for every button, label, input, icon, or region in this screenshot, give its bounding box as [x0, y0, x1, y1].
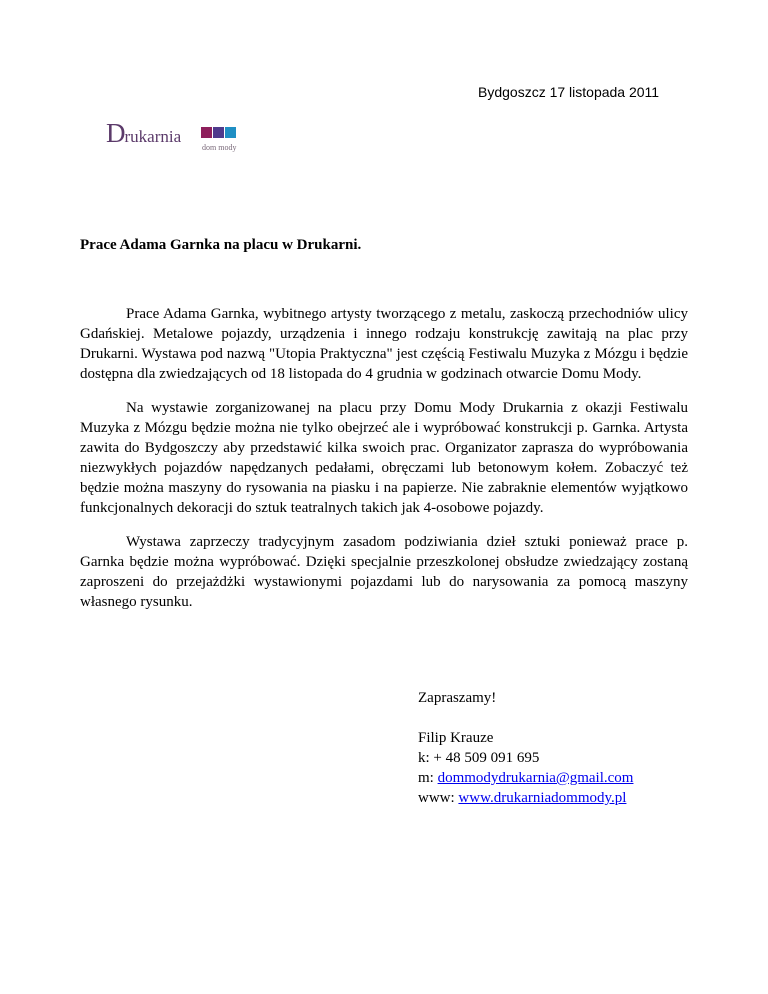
signoff-block — [418, 688, 633, 808]
website-line — [418, 788, 633, 808]
logo-wordmark — [106, 118, 181, 149]
website-link[interactable]: www.drukarniadommody.pl — [458, 790, 627, 806]
signoff-spacer — [418, 708, 633, 728]
signer-name: Filip Krauze — [418, 730, 494, 746]
document-title: Prace Adama Garnka na placu w Drukarni. — [80, 237, 362, 253]
date-line: Bydgoszcz 17 listopada 2011 — [478, 84, 660, 100]
closing-text: Zapraszamy! — [418, 690, 497, 706]
logo-word-rest: rukarnia — [124, 127, 182, 146]
body-paragraph-3: Wystawa zaprzeczy tradycyjnym zasadom podziwiania dzieł sztuki ponieważ prace p. Garnka będzie można wypróbować. Dzięki specjalnie przeszkolonej obsłudze zwiedzający zostaną zaproszeni do przejażdżki wystawionymi pojazdami lub do narysowania za pomocą maszyny własnego rysunku. — [80, 534, 688, 610]
phone-line: k: + 48 509 091 695 — [418, 750, 540, 766]
drukarnia-logo — [106, 118, 256, 154]
document-body — [80, 304, 688, 626]
logo-d-letter: D — [106, 118, 125, 148]
email-line — [418, 768, 633, 788]
logo-squares — [201, 127, 236, 138]
email-link[interactable]: dommodydrukarnia@gmail.com — [437, 770, 634, 786]
logo-square-3 — [225, 127, 236, 138]
email-prefix: m: — [418, 770, 438, 786]
logo-square-2 — [213, 127, 224, 138]
logo-tagline: dom mody — [202, 143, 237, 152]
body-paragraph-2: Na wystawie zorganizowanej na placu przy Domu Mody Drukarnia z okazji Festiwalu Muzyka z Mózgu będzie można nie tylko obejrzeć ale i wypróbować konstrukcji p. Garnka. Artysta zawita do Bydgoszczy aby przedstawić kilka swoich prac. Organizator zaprasza do wypróbowania niezwykłych pojazdów napędzanych pedałami, obręczami lub betonowym kołem. Zobaczyć też będzie można maszyny do rysowania na piasku i na papierze. Nie zabraknie elementów wyjątkowo funkcjonalnych dekoracji do sztuk teatralnych takich jak 4-osobowe pojazdy. — [80, 400, 688, 516]
website-prefix: www: — [418, 790, 459, 806]
logo-square-1 — [201, 127, 212, 138]
body-paragraph-1: Prace Adama Garnka, wybitnego artysty tworzącego z metalu, zaskoczą przechodniów ulicy Gdańskiej. Metalowe pojazdy, urządzenia i innego rodzaju konstrukcję zawitają na plac przy Drukarni. Wystawa pod nazwą "Utopia Praktyczna" jest częścią Festiwalu Muzyka z Mózgu i będzie dostępna dla zwiedzających od 18 listopada do 4 grudnia w godzinach otwarcie Domu Mody. — [80, 306, 688, 382]
